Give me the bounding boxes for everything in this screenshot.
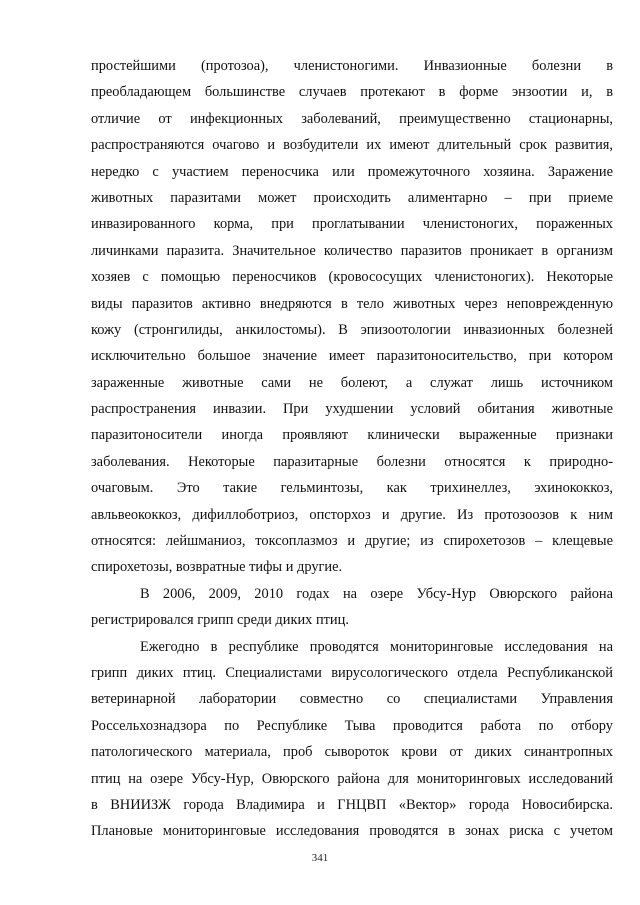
text-line: простейшими (протозоа), членистоногими. Инвазионные болезни в (91, 58, 613, 74)
page-number: 341 (311, 852, 329, 864)
paragraph (91, 634, 613, 845)
text-line: хозяев с помощью переносчиков (кровососущих членистоногих). Некоторые (91, 269, 613, 286)
text-line: инвазированного корма, при проглатывании членистоногих, пораженных (91, 216, 613, 233)
text-line: распространения инвазии. При ухудшении условий обитания животные (91, 401, 613, 418)
text-line: спирохетозы, возвратные тифы и другие. (91, 559, 343, 576)
body-text (91, 53, 613, 845)
text-line: преобладающем большинстве случаев протекают в форме энзоотии и, в (91, 84, 613, 101)
text-line: личинками паразита. Значительное количество паразитов проникает в организм (91, 242, 613, 259)
text-line: заболевания. Некоторые паразитарные болезни относятся к природно- (91, 453, 613, 470)
text-line: отличие от инфекционных заболеваний, преимущественно стационарны, (91, 110, 613, 127)
text-line: грипп диких птиц. Специалистами вирусологического отдела Республиканской (91, 664, 613, 681)
paragraph (91, 53, 613, 581)
text-line: Плановые мониторинговые исследования проводятся в зонах риска с учетом (91, 823, 613, 840)
text-line: Ежегодно в республике проводятся мониторинговые исследования на (140, 638, 613, 655)
text-line: исключительно большое значение имеет паразитоносительство, при котором (91, 348, 613, 365)
text-line: ветеринарной лаборатории совместно со специалистами Управления (91, 691, 613, 708)
text-line: виды паразитов активно внедряются в тело животных через неповрежденную (91, 295, 613, 312)
text-line: паразитоносители иногда проявляют клинически выраженные признаки (91, 427, 613, 444)
text-line: птиц на озере Убсу-Нур, Овюрского района для мониторинговых исследований (91, 770, 613, 787)
text-line: очаговым. Это такие гельминтозы, как трихинеллез, эхинококкоз, (91, 480, 613, 497)
text-line: регистрировался грипп среди диких птиц. (91, 612, 349, 629)
text-line: авльвеококкоз, дифиллоботриоз, опсторхоз и другие. Из протозоозов к ним (91, 506, 613, 523)
text-line: относятся: лейшманиоз, токсоплазмоз и другие; из спирохетозов – клещевые (91, 533, 613, 550)
text-line: нередко с участием переносчика или промежуточного хозяина. Заражение (91, 163, 613, 180)
text-line: распространяются очагово и возбудители их имеют длительный срок развития, (91, 137, 613, 154)
text-line: зараженные животные сами не болеют, а служат лишь источником (91, 374, 613, 391)
paragraph (91, 581, 613, 634)
text-line: в ВНИИЗЖ города Владимира и ГНЦВП «Вектор» города Новосибирска. (91, 796, 613, 813)
text-line: патологического материала, проб сывороток крови от диких синантропных (91, 744, 613, 761)
text-line: Россельхознадзора по Республике Тыва проводится работа по отбору (91, 717, 613, 734)
text-line: кожу (стронгилиды, анкилостомы). В эпизоотологии инвазионных болезней (91, 321, 613, 338)
text-line: В 2006, 2009, 2010 годах на озере Убсу-Нур Овюрского района (140, 585, 613, 602)
text-line: животных паразитами может происходить алиментарно – при приеме (91, 189, 613, 206)
